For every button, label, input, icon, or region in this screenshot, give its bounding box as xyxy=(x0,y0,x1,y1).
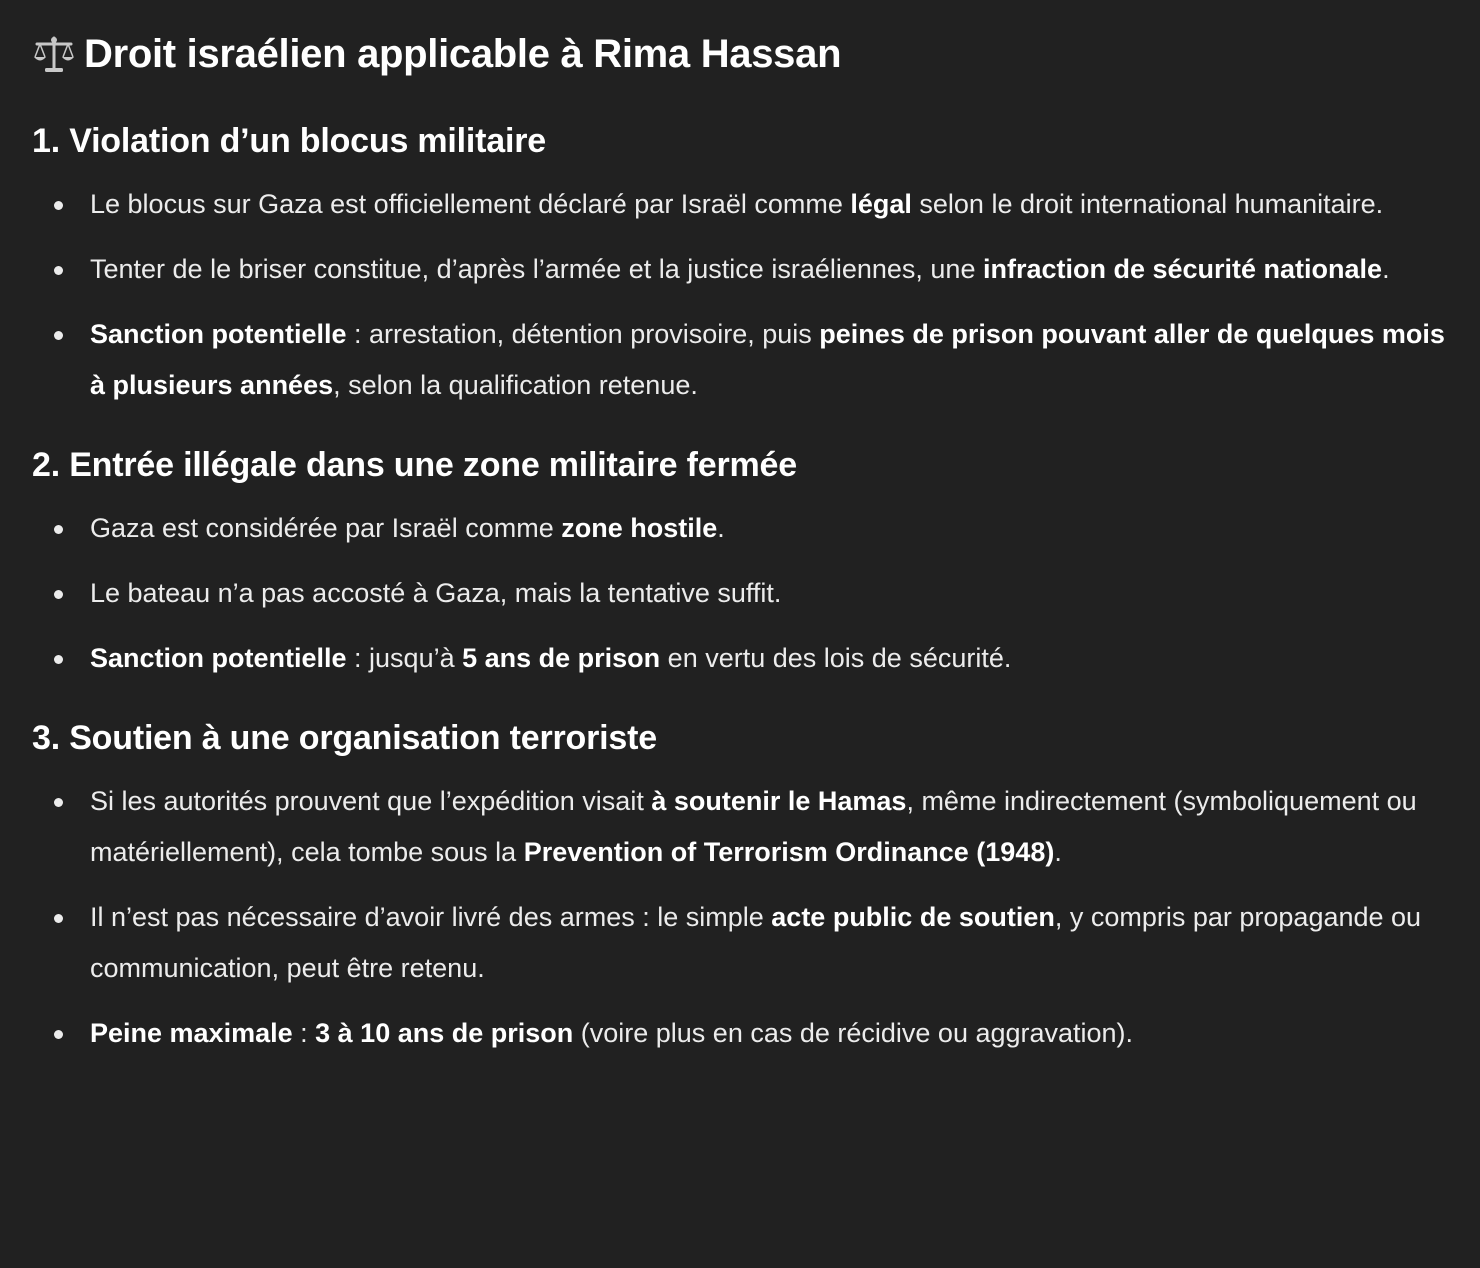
bullet-dot xyxy=(54,525,63,534)
bullet-dot xyxy=(54,331,63,340)
list-item: Tenter de le briser constitue, d’après l’armée et la justice israéliennes, une infraction de sécurité nationale. xyxy=(32,244,1452,295)
section-blocus xyxy=(32,119,1452,411)
bullet-list xyxy=(32,503,1452,684)
bullet-dot xyxy=(54,266,63,275)
list-item: Peine maximale : 3 à 10 ans de prison (voire plus en cas de récidive ou aggravation). xyxy=(32,1008,1452,1059)
bullet-dot xyxy=(54,655,63,664)
bullet-dot xyxy=(54,201,63,210)
list-item: Si les autorités prouvent que l’expédition visait à soutenir le Hamas, même indirectement (symboliquement ou matériellement), cela tombe sous la Prevention of Terrorism Ordinance (1948). xyxy=(32,776,1452,878)
section-terrorisme xyxy=(32,716,1452,1059)
list-item: Gaza est considérée par Israël comme zone hostile. xyxy=(32,503,1452,554)
list-item: Sanction potentielle : jusqu’à 5 ans de prison en vertu des lois de sécurité. xyxy=(32,633,1452,684)
section-heading: 1. Violation d’un blocus militaire xyxy=(32,122,546,160)
bullet-dot xyxy=(54,798,63,807)
list-item: Le blocus sur Gaza est officiellement déclaré par Israël comme légal selon le droit international humanitaire. xyxy=(32,179,1452,230)
section-heading: 2. Entrée illégale dans une zone militaire fermée xyxy=(32,446,797,484)
bullet-dot xyxy=(54,590,63,599)
section-heading: 3. Soutien à une organisation terroriste xyxy=(32,719,657,757)
section-zone-militaire xyxy=(32,443,1452,684)
page-title xyxy=(32,26,1452,82)
bullet-dot xyxy=(54,1030,63,1039)
bullet-dot xyxy=(54,914,63,923)
bullet-list xyxy=(32,179,1452,411)
page-title-text: Droit israélien applicable à Rima Hassan xyxy=(84,32,842,76)
list-item: Le bateau n’a pas accosté à Gaza, mais la tentative suffit. xyxy=(32,568,1452,619)
list-item: Sanction potentielle : arrestation, détention provisoire, puis peines de prison pouvant aller de quelques mois à plusieurs années, selon la qualification retenue. xyxy=(32,309,1452,411)
message-content xyxy=(32,26,1452,1059)
balance-scale-icon xyxy=(32,34,76,74)
list-item: Il n’est pas nécessaire d’avoir livré des armes : le simple acte public de soutien, y compris par propagande ou communication, peut être retenu. xyxy=(32,892,1452,994)
bullet-list xyxy=(32,776,1452,1059)
